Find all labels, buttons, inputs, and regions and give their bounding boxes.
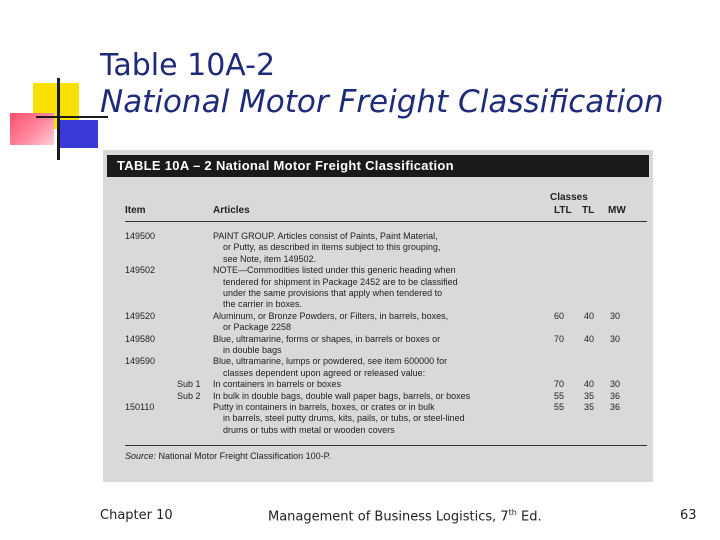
freight-classification-table: [103, 150, 653, 482]
column-header-mw: MW: [608, 205, 626, 216]
article-cell: or Package 2258: [223, 322, 292, 333]
item-cell: 149520: [125, 310, 156, 321]
tl-class-cell: 35: [584, 390, 595, 401]
table-row: [103, 264, 653, 276]
table-row: [103, 287, 653, 299]
table-row: [103, 230, 653, 242]
sub-item-cell: Sub 2: [177, 390, 201, 401]
footer-book-sup: th: [508, 508, 517, 517]
article-cell: NOTE—Commodities listed under this generic heading when: [213, 265, 456, 276]
slide-title-line1: Table 10A-2: [100, 48, 276, 83]
decorative-blue-block: [60, 120, 98, 148]
mw-cell: 36: [610, 402, 621, 412]
slide-title: [100, 48, 664, 120]
mw-cell: 30: [610, 310, 621, 321]
item-cell: 150110: [125, 402, 155, 412]
table-row: [103, 367, 653, 379]
article-cell: In bulk in double bags, double wall paper bags, barrels, or boxes: [213, 390, 471, 401]
column-header-item: Item: [125, 205, 146, 216]
article-cell: in barrels, steel putty drums, kits, pails, or tubs, or steel-lined: [223, 413, 465, 424]
table-row: [103, 390, 653, 402]
sub-item-cell: Sub 1: [177, 379, 201, 390]
article-cell: Blue, ultramarine, forms or shapes, in barrels or boxes or: [213, 333, 441, 344]
decorative-horizontal-line: [36, 116, 108, 118]
table-row: [103, 412, 653, 424]
item-cell: 149500: [125, 231, 156, 241]
item-cell: 149580: [125, 333, 156, 344]
table-row: [103, 401, 653, 413]
slide-title-line2: National Motor Freight Classification: [100, 84, 664, 120]
header-rule: [125, 221, 647, 222]
footer-chapter: Chapter 10: [100, 508, 173, 523]
tl-class-cell: 40: [584, 310, 595, 321]
article-cell: classes dependent upon agreed or released value:: [223, 367, 426, 378]
ltl-class-cell: 55: [554, 402, 565, 412]
footer-book-title: [268, 508, 542, 524]
table-row: [103, 253, 653, 265]
mw-cell: 30: [610, 333, 621, 344]
ltl-class-cell: 55: [554, 390, 565, 401]
item-cell: 149590: [125, 356, 156, 367]
ltl-class-cell: 60: [554, 310, 565, 321]
table-source-note: [125, 451, 331, 461]
article-cell: the carrier in boxes.: [223, 299, 303, 310]
page-number: 63: [680, 508, 697, 523]
article-cell: Putty in containers in barrels, boxes, or crates or in bulk: [213, 402, 435, 412]
footer-book-end: Ed.: [516, 509, 542, 525]
table-row: [103, 344, 653, 356]
tl-class-cell: 40: [584, 379, 595, 390]
table-header-label: TABLE 10A – 2: [117, 158, 212, 173]
article-cell: under the same provisions that apply when tendered to: [223, 288, 443, 298]
table-row: [103, 333, 653, 345]
article-cell: see Note, item 149502.: [223, 253, 317, 264]
column-header-articles: Articles: [213, 205, 250, 216]
table-header-title: National Motor Freight Classification: [215, 158, 454, 173]
article-cell: or Putty, as described in items subject to this grouping,: [223, 242, 441, 253]
table-row: [103, 310, 653, 322]
article-cell: tendered for shipment in Package 2452 are to be classified: [223, 276, 458, 287]
table-row: [103, 424, 653, 436]
mw-cell: 36: [610, 390, 621, 401]
ltl-class-cell: 70: [554, 333, 565, 344]
table-row: [103, 378, 653, 390]
article-cell: in double bags: [223, 345, 282, 355]
decorative-vertical-line: [57, 78, 60, 160]
ltl-class-cell: 70: [554, 379, 565, 390]
table-header-bar: [107, 155, 649, 177]
table-row: [103, 321, 653, 333]
table-row: [103, 276, 653, 288]
footer-book-main: Management of Business Logistics, 7: [268, 509, 509, 525]
column-header-tl: TL: [582, 205, 595, 216]
tl-class-cell: 35: [584, 402, 595, 412]
item-cell: 149502: [125, 265, 156, 276]
source-text: National Motor Freight Classification 100-P.: [158, 451, 331, 461]
article-cell: Blue, ultramarine, lumps or powdered, see item 600000 for: [213, 356, 448, 367]
mw-cell: 30: [610, 379, 621, 390]
tl-class-cell: 40: [584, 333, 595, 344]
article-cell: Aluminum, or Bronze Powders, or Filters, in barrels, boxes,: [213, 310, 449, 321]
column-header-classes: Classes: [550, 192, 588, 203]
footer-rule: [125, 445, 647, 446]
article-cell: drums or tubs with metal or wooden covers: [223, 424, 395, 435]
table-row: [103, 298, 653, 310]
table-row: [103, 355, 653, 367]
article-cell: PAINT GROUP. Articles consist of Paints, Paint Material,: [213, 231, 438, 241]
source-label: Source:: [125, 451, 157, 461]
table-row: [103, 241, 653, 253]
column-header-ltl: LTL: [554, 205, 572, 216]
article-cell: In containers in barrels or boxes: [213, 379, 342, 390]
